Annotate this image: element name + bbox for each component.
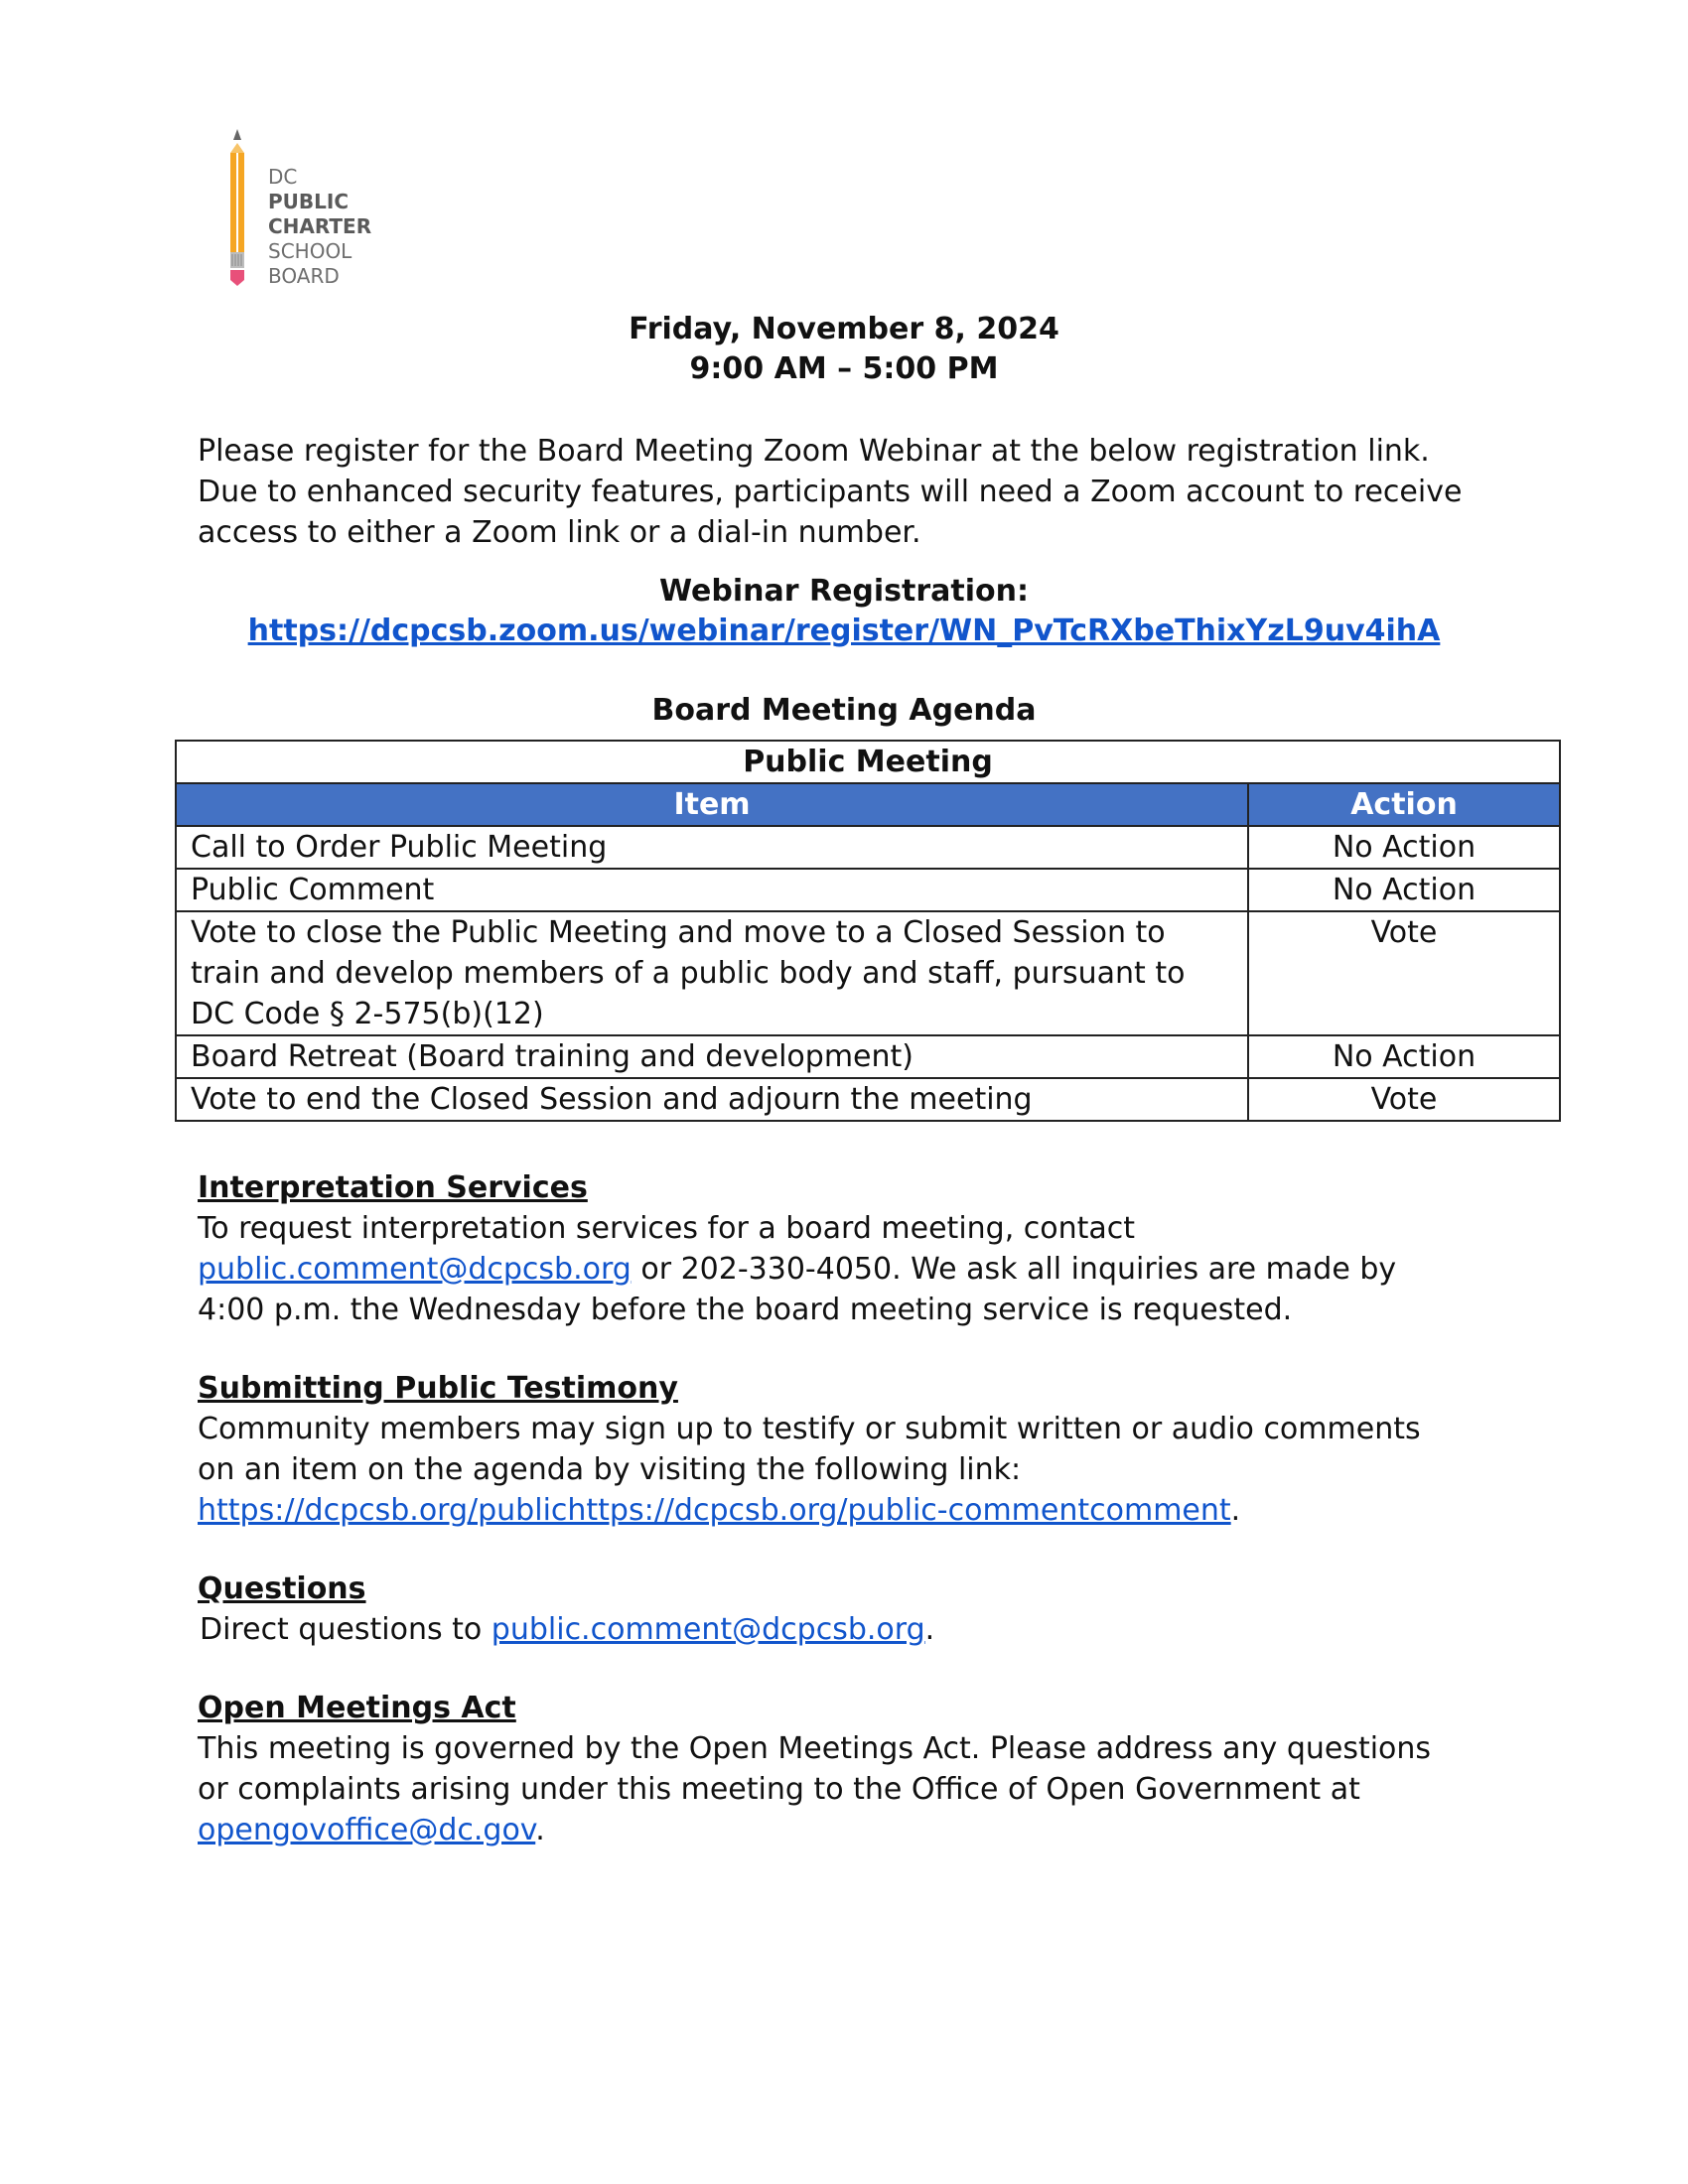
webinar-label: Webinar Registration: bbox=[659, 574, 1029, 609]
agenda-header-row bbox=[176, 783, 1560, 826]
agenda-item: Board Retreat (Board training and development) bbox=[176, 1035, 1248, 1078]
table-row bbox=[176, 911, 1560, 1035]
agenda-item: Vote to end the Closed Session and adjourn the meeting bbox=[176, 1078, 1248, 1121]
table-row bbox=[176, 1078, 1560, 1121]
open-meetings-email-line bbox=[198, 1810, 1528, 1850]
agenda-title: Board Meeting Agenda bbox=[651, 693, 1037, 728]
testimony-period: . bbox=[1230, 1493, 1241, 1528]
agenda-item: Call to Order Public Meeting bbox=[176, 826, 1248, 869]
questions-period: . bbox=[924, 1612, 935, 1647]
interpretation-contact-line bbox=[198, 1249, 1528, 1290]
interpretation-text: To request interpretation services for a board meeting, contact bbox=[198, 1211, 1136, 1246]
webinar-registration-link[interactable]: https://dcpcsb.zoom.us/webinar/register/WN_PvTcRXbeThixYzL9uv4ihA bbox=[247, 614, 1441, 648]
questions-section bbox=[198, 1569, 1528, 1650]
open-meetings-text: This meeting is governed by the Open Meetings Act. Please address any questions bbox=[198, 1731, 1432, 1766]
agenda-action: No Action bbox=[1248, 826, 1560, 869]
agenda-table bbox=[175, 740, 1561, 1122]
agenda-action: No Action bbox=[1248, 1035, 1560, 1078]
questions-heading: Questions bbox=[198, 1571, 366, 1606]
testimony-text: Community members may sign up to testify or submit written or audio comments bbox=[198, 1412, 1421, 1446]
open-meetings-heading: Open Meetings Act bbox=[198, 1691, 516, 1725]
testimony-link-line bbox=[198, 1490, 1528, 1531]
logo-line-charter: CHARTER bbox=[268, 214, 372, 238]
questions-line bbox=[198, 1609, 1528, 1650]
interpretation-text: or 202-330-4050. We ask all inquiries are made by bbox=[631, 1252, 1397, 1287]
meeting-date: Friday, November 8, 2024 bbox=[629, 312, 1059, 346]
logo-line-board: BOARD bbox=[268, 264, 340, 288]
interpretation-section bbox=[198, 1167, 1528, 1330]
agenda-section-title: Public Meeting bbox=[176, 741, 1560, 783]
dcpcsb-logo bbox=[226, 129, 395, 293]
testimony-heading: Submitting Public Testimony bbox=[198, 1371, 678, 1406]
table-row bbox=[176, 869, 1560, 911]
logo-line-dc: DC bbox=[268, 165, 298, 189]
agenda-section-row bbox=[176, 741, 1560, 783]
table-row bbox=[176, 826, 1560, 869]
intro-paragraph bbox=[198, 431, 1528, 553]
intro-line: access to either a Zoom link or a dial-in number. bbox=[198, 515, 921, 550]
public-comment-link[interactable]: https://dcpcsb.org/publichttps://dcpcsb.org/public-commentcomment bbox=[198, 1493, 1231, 1528]
agenda-action: No Action bbox=[1248, 869, 1560, 911]
column-header-item: Item bbox=[176, 783, 1248, 826]
table-row bbox=[176, 1035, 1560, 1078]
testimony-text: on an item on the agenda by visiting the following link: bbox=[198, 1452, 1022, 1487]
intro-line: Due to enhanced security features, participants will need a Zoom account to receive bbox=[198, 475, 1463, 509]
logo-line-school: SCHOOL bbox=[268, 239, 352, 263]
logo-line-public: PUBLIC bbox=[268, 190, 350, 213]
agenda-item: Public Comment bbox=[176, 869, 1248, 911]
testimony-section bbox=[198, 1368, 1528, 1531]
agenda-item: Vote to close the Public Meeting and move to a Closed Session to train and develop members of a public body and staff, pursuant to DC Code § 2-575(b)(12) bbox=[176, 911, 1248, 1035]
open-government-email-link[interactable]: opengovoffice@dc.gov bbox=[198, 1813, 536, 1847]
logo-wordmark bbox=[268, 165, 371, 289]
interpretation-text: 4:00 p.m. the Wednesday before the board meeting service is requested. bbox=[198, 1293, 1293, 1327]
interpretation-heading: Interpretation Services bbox=[198, 1170, 588, 1205]
agenda-action: Vote bbox=[1248, 1078, 1560, 1121]
pencil-icon bbox=[226, 129, 266, 293]
questions-email-link[interactable]: public.comment@dcpcsb.org bbox=[491, 1612, 925, 1647]
intro-line: Please register for the Board Meeting Zoom Webinar at the below registration link. bbox=[198, 434, 1430, 469]
open-meetings-text: or complaints arising under this meeting to the Office of Open Government at bbox=[198, 1772, 1360, 1807]
open-meetings-section bbox=[198, 1688, 1528, 1850]
questions-text: Direct questions to bbox=[200, 1612, 492, 1647]
meeting-time: 9:00 AM – 5:00 PM bbox=[689, 351, 999, 386]
agenda-action: Vote bbox=[1248, 911, 1560, 1035]
open-meetings-period: . bbox=[535, 1813, 545, 1847]
webinar-link-wrap bbox=[0, 614, 1688, 648]
column-header-action: Action bbox=[1248, 783, 1560, 826]
interpretation-email-link[interactable]: public.comment@dcpcsb.org bbox=[198, 1252, 632, 1287]
